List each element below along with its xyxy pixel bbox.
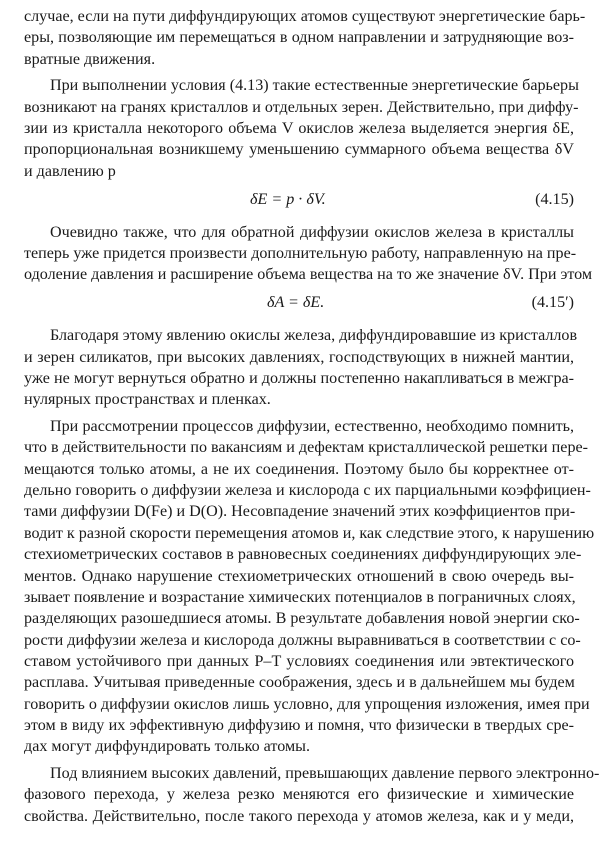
text-line: тами диффузии D(Fe) и D(O). Несовпадение значений этих коэффициентов при- [24, 503, 576, 520]
text-line: что в действительности по вакансиям и дефектам кристаллической решетки пере- [24, 439, 588, 456]
text-line: Очевидно также, что для обратной диффузии окислов железа в кристаллы [50, 224, 574, 241]
text-line: нулярных пространствах и пленках. [24, 391, 271, 408]
text-line: теперь уже придется произвести дополнительную работу, направленную на пре- [24, 245, 577, 262]
equation-formula: δA = δE. [267, 294, 325, 311]
text-line: рости диффузии железа и кислорода должны выравниваться в соответствии с со- [24, 632, 581, 649]
text-line: и давлению p [24, 163, 116, 180]
text-line: Под влиянием высоких давлений, превышающих давление первого электронно- [50, 765, 600, 782]
text-line: вратные движения. [24, 51, 156, 68]
text-line: Благодаря этому явлению окислы железа, диффундировавшие из кристаллов [50, 327, 578, 344]
text-line: зии из кристалла некоторого объема V окислов железа выделяется энергия δE, [24, 120, 574, 137]
text-line: дельно говорить о диффузии железа и кислорода с их парциальными коэффициен- [24, 482, 591, 499]
text-line: уже не могут вернуться обратно и должны постепенно накапливаться в межгра- [24, 370, 574, 387]
text-line: стехиометрических составов в равновесных соединениях диффундирующих эле- [24, 546, 582, 563]
text-line: разделяющих разошедшиеся атомы. В результате добавления новой энергии ско- [24, 610, 580, 627]
text-line: случае, если на пути диффундирующих атомов существуют энергетические барь- [24, 8, 586, 25]
equation-number: (4.15) [535, 191, 574, 208]
text-line: При выполнении условия (4.13) такие естественные энергетические барьеры [50, 77, 579, 94]
equation-number: (4.15′) [531, 294, 574, 311]
text-line: этом в виду их эффективную диффузию и помня, что физически в твердых сре- [24, 717, 574, 734]
text-line: свойства. Действительно, после такого перехода у атомов железа, как и у меди, [24, 808, 574, 825]
text-line: одоление давления и расширение объема вещества на то же значение δV. При этом [24, 266, 593, 283]
text-line: возникают на гранях кристаллов и отдельных зерен. Действительно, при диффу- [24, 99, 579, 116]
text-line: пропорциональная возникшему уменьшению суммарного объема вещества δV [24, 141, 574, 158]
text-line: говорить о диффузии окислов лишь условно, для упрощения изложения, имея при [24, 696, 590, 713]
text-line: фазового перехода, у железа резко меняются его физические и химические [24, 786, 574, 803]
text-line: расплава. Учитывая приведенные соображения, здесь и в дальнейшем мы будем [24, 674, 575, 691]
text-line: дах могут диффундировать только атомы. [24, 738, 310, 755]
text-line: ментов. Однако нарушение стехиометрических отношений в свою очередь вы- [24, 568, 574, 585]
text-line: еры, позволяющие им перемещаться в одном направлении и затрудняющие воз- [24, 29, 574, 46]
text-line: ставом устойчивого при данных P–T условиях соединения или эвтектического [24, 653, 574, 670]
text-line: и зерен силикатов, при высоких давлениях, господствующих в нижней мантии, [24, 349, 574, 366]
text-line: водит к разной скорости перемещения атомов и, как следствие этого, к нарушению [24, 525, 595, 542]
text-line: При рассмотрении процессов диффузии, естественно, необходимо помнить, [50, 418, 574, 435]
equation-formula: δE = p · δV. [250, 191, 326, 208]
text-line: мещаются только атомы, а не их соединения. Поэтому было бы корректнее от- [24, 461, 574, 478]
text-line: зывает появление и возрастание химических потенциалов в пограничных слоях, [24, 589, 576, 606]
